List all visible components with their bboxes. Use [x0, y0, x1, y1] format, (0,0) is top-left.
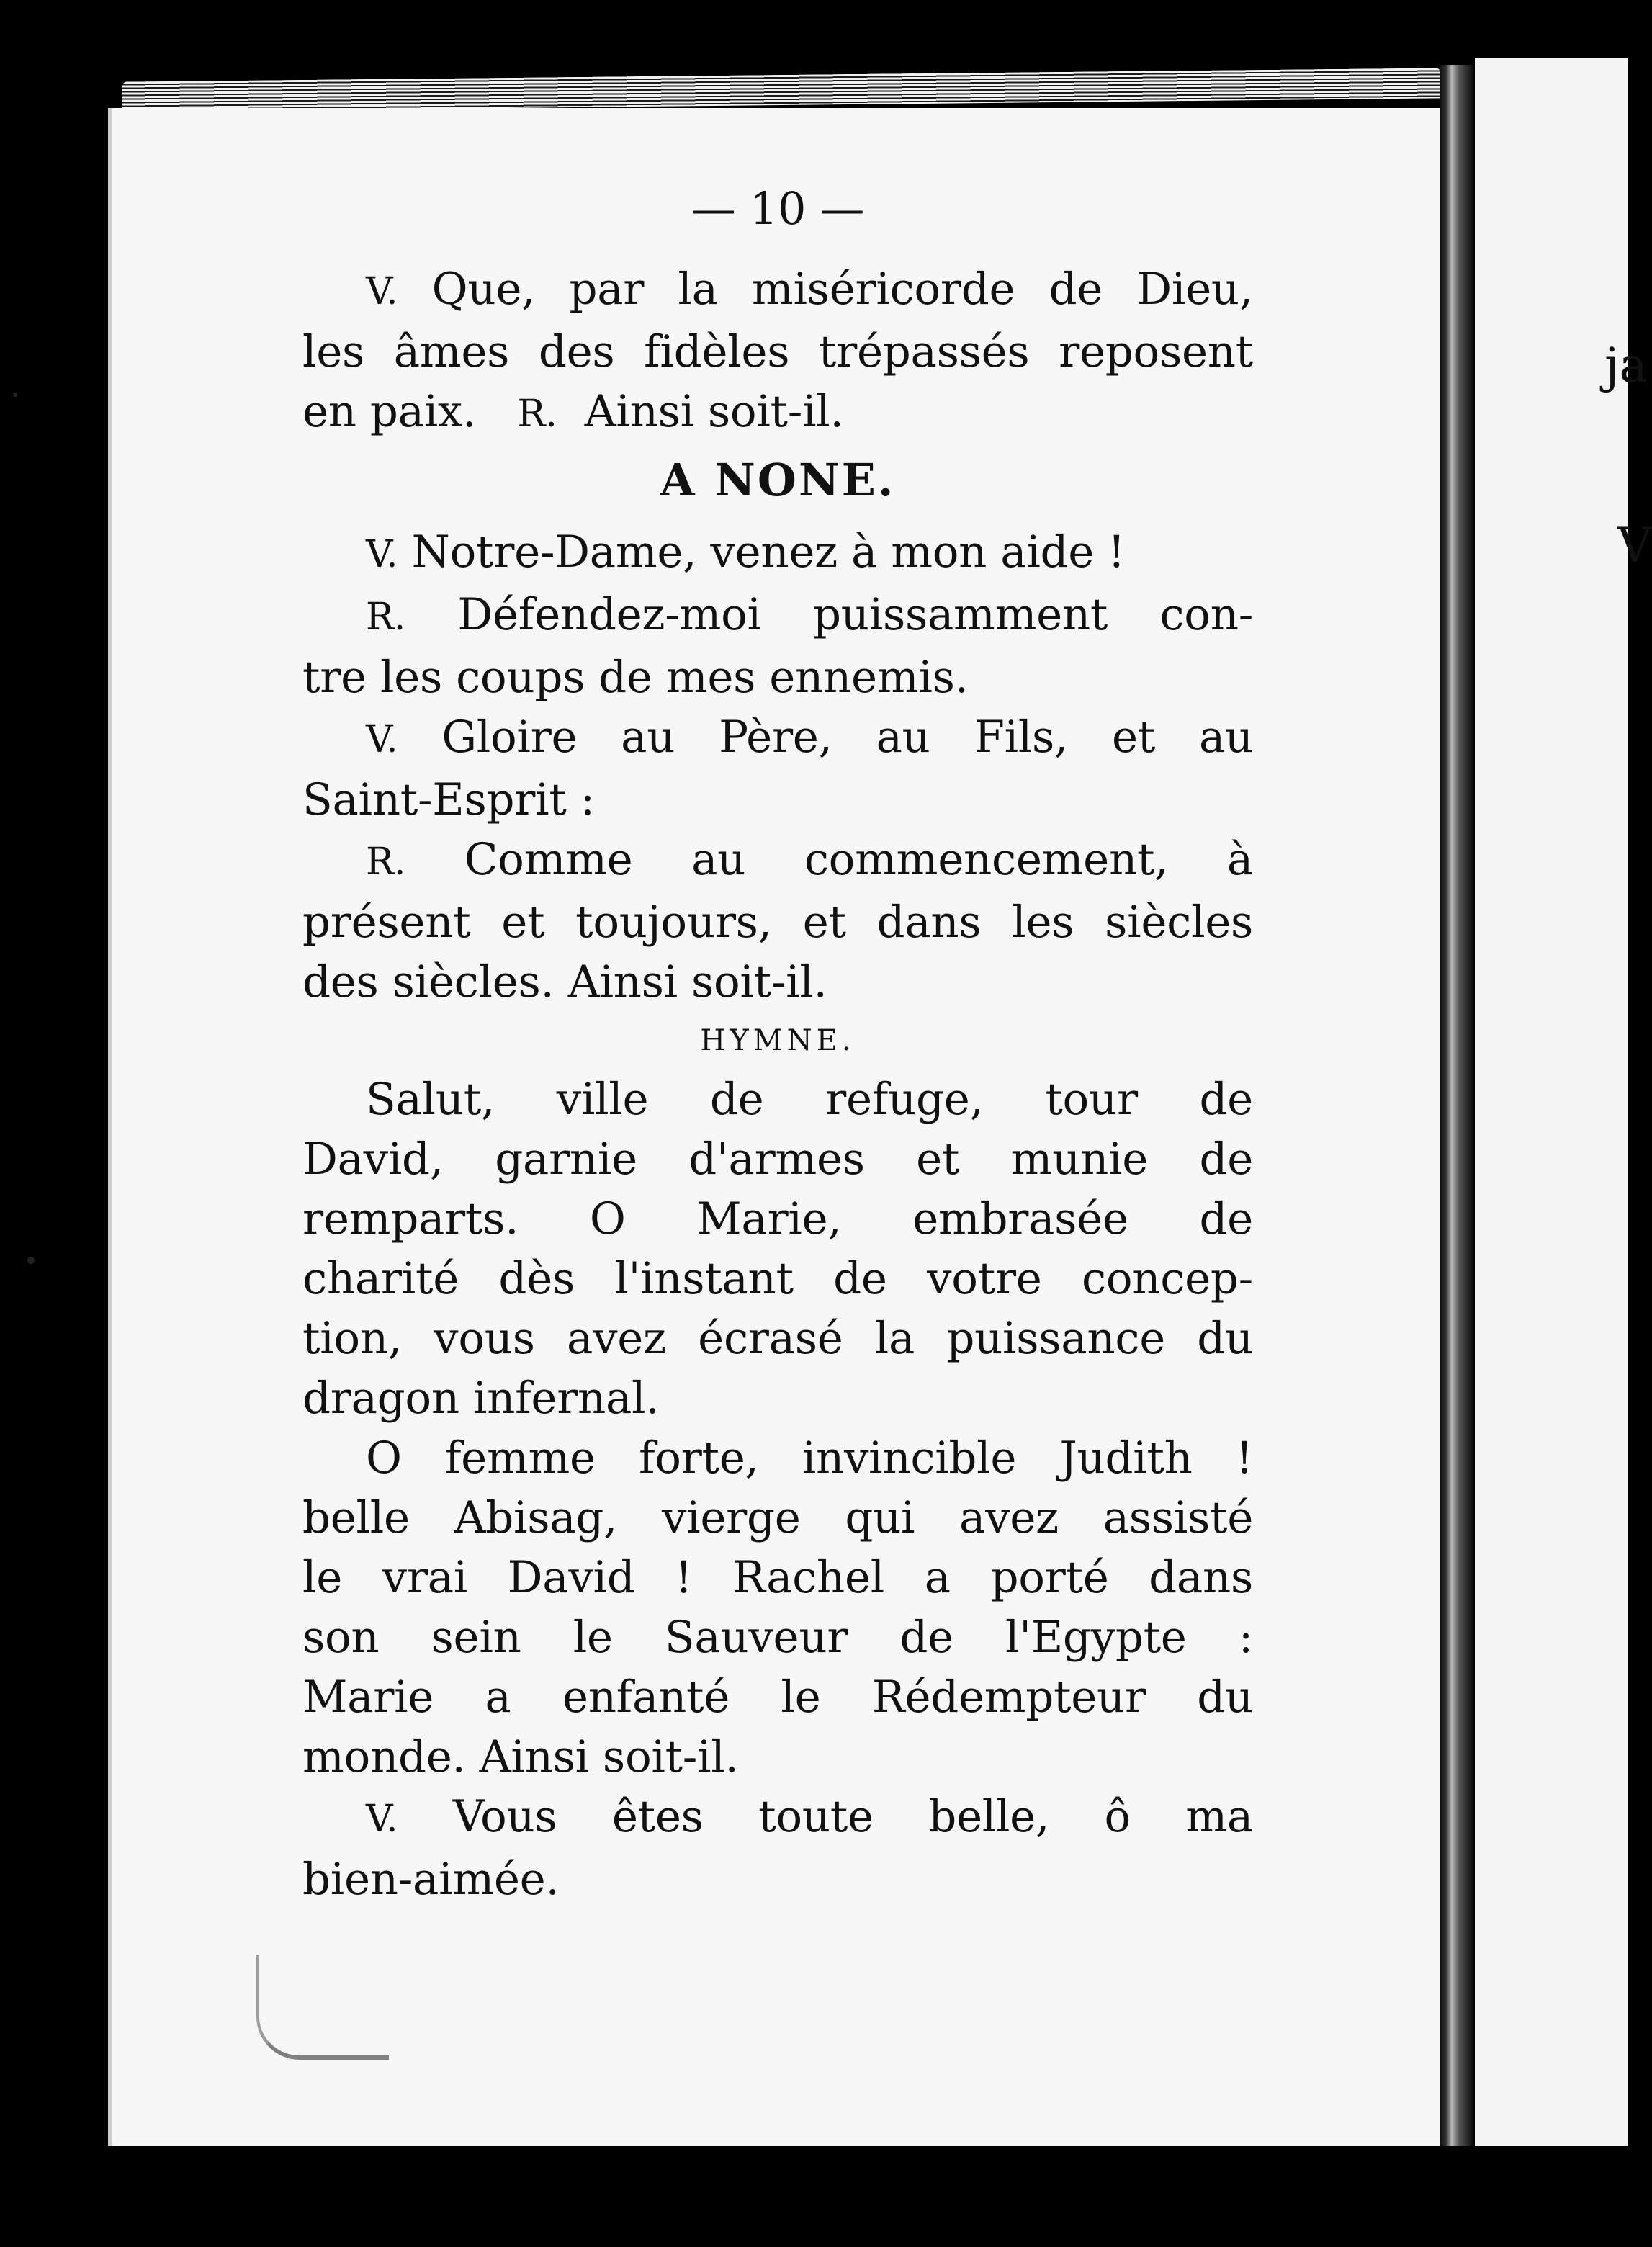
hymn-paragraph: [302, 1428, 1253, 1787]
line-text: Défendez-moi puissamment con-: [457, 589, 1254, 640]
text-line: présent et toujours, et dans les siècles: [302, 897, 1253, 948]
line-text: en paix.: [302, 386, 477, 437]
text-line: des siècles. Ainsi soit-il.: [302, 956, 827, 1008]
facing-fragment: V: [1617, 518, 1652, 573]
text-line: belle Abisag, vierge qui avez assisté: [302, 1492, 1253, 1543]
versicle-group: [302, 522, 1253, 1012]
book-gutter: [1440, 65, 1475, 2175]
text-line: David, garnie d'armes et munie de: [302, 1134, 1253, 1185]
page-stack-edge: [122, 68, 1440, 112]
line-text: Comme au commencement, à: [464, 834, 1253, 885]
page-number: — 10 —: [691, 182, 865, 235]
text-line: [302, 707, 1253, 770]
section-heading: A NONE.: [660, 454, 896, 506]
text-line: [302, 522, 1253, 585]
text-line: [302, 259, 1253, 322]
hymn-paragraph: [302, 1069, 1253, 1428]
line-text: Vous êtes toute belle, ô ma: [452, 1791, 1253, 1842]
versicle-marker: V.: [366, 533, 398, 576]
stray-mark: [27, 1257, 35, 1264]
line-text: Que, par la miséricorde de Dieu,: [431, 264, 1253, 315]
text-line: [302, 382, 1253, 444]
text-line: tion, vous avez écrasé la puissance du: [302, 1313, 1253, 1364]
text-line: son sein le Sauveur de l'Egypte :: [302, 1612, 1253, 1663]
text-line: [302, 1787, 1253, 1849]
text-line: charité dès l'instant de votre concep-: [302, 1253, 1253, 1304]
text-line: [302, 830, 1253, 892]
line-text: Ainsi soit-il.: [584, 386, 844, 437]
versicle-marker: V.: [366, 270, 398, 313]
hymn-title: HYMNE.: [700, 1024, 856, 1057]
page-curl: [256, 1955, 389, 2060]
text-line: Marie a enfanté le Rédempteur du: [302, 1672, 1253, 1723]
text-line: O femme forte, invincible Judith !: [366, 1432, 1253, 1484]
response-marker: R.: [366, 596, 406, 639]
scan-border: [0, 2146, 1628, 2247]
line-text: Gloire au Père, au Fils, et au: [441, 712, 1253, 763]
text-line: le vrai David ! Rachel a porté dans: [302, 1552, 1253, 1603]
text-line: bien-aimée.: [302, 1854, 560, 1905]
text-line: Salut, ville de refuge, tour de: [366, 1074, 1253, 1125]
text-line: Saint-Esprit :: [302, 774, 595, 825]
page-text: [302, 180, 1253, 1909]
text-line: dragon infernal.: [302, 1373, 660, 1424]
facing-page: [1475, 58, 1652, 2175]
facing-fragment: ja: [1604, 338, 1648, 393]
versicle-marker: V.: [366, 1798, 398, 1841]
response-marker: R.: [517, 393, 557, 436]
text-line: monde. Ainsi soit-il.: [302, 1731, 739, 1782]
text-line: [302, 585, 1253, 647]
text-line: remparts. O Marie, embrasée de: [302, 1193, 1253, 1244]
text-line: les âmes des fidèles trépassés reposent: [302, 326, 1253, 377]
opening-versicle: [302, 259, 1253, 444]
response-marker: R.: [366, 840, 406, 884]
stray-mark: [13, 393, 17, 397]
versicle-marker: V.: [366, 718, 398, 761]
text-line: tre les coups de mes ennemis.: [302, 652, 969, 703]
closing-versicle: [302, 1787, 1253, 1909]
line-text: Notre-Dame, venez à mon aide !: [411, 526, 1126, 578]
